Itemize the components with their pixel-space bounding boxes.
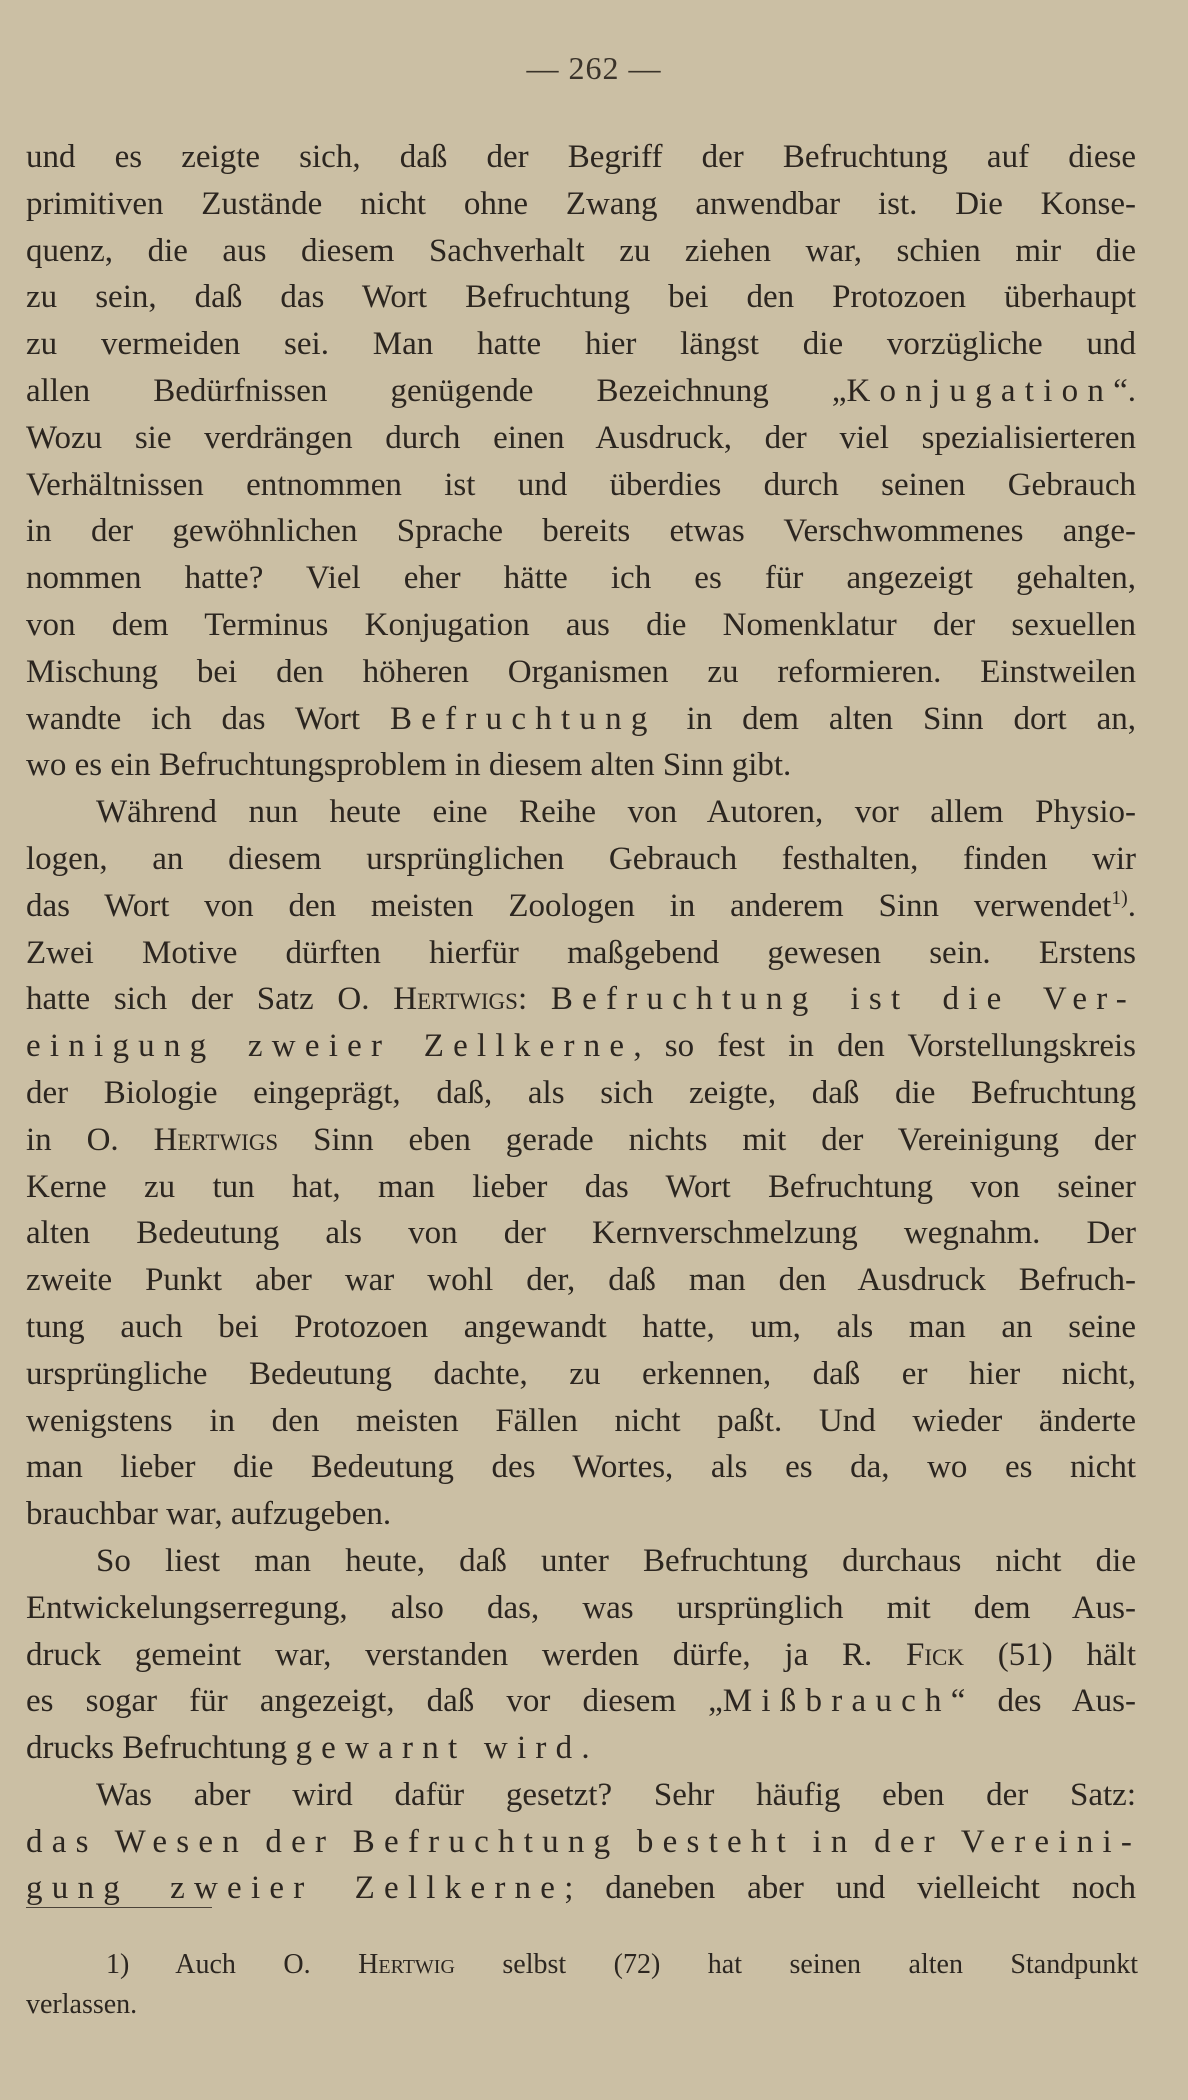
body-text [26,134,1142,1912]
text-line [26,1444,1136,1491]
text-line [26,1164,1136,1211]
emphasized-text: Hertwigs [153,1121,279,1158]
text-run: verlassen. [26,1989,138,2020]
text-line [26,508,1136,555]
text-run: (51) hält [963,1636,1136,1673]
text-run: Wozu sie verdrängen durch einen Ausdruck, der viel spezialisierteren [26,419,1136,456]
emphasized-text: einigung zweier Zellkerne [26,1028,634,1065]
text-run: tung auch bei Protozoen angewandt hatte, um, als man an seine [26,1308,1136,1345]
text-run: Sinn eben gerade nichts mit der Vereinigung der [278,1121,1136,1158]
text-run: . [581,1730,590,1767]
text-line [26,742,1136,789]
text-line [26,1491,1136,1538]
text-run: wandte ich das Wort [26,700,390,737]
text-run: allen Bedürfnissen genügende Bezeichnung „ [26,372,847,409]
text-run: druck gemeint war, verstanden werden dürfe, ja R. [26,1636,907,1673]
text-run: brauchbar war, aufzugeben. [26,1496,392,1533]
text-run: : [517,981,551,1018]
text-line [26,976,1136,1023]
emphasized-text: Mißbrauch [722,1683,951,1720]
text-run: nommen hatte? Viel eher hätte ich es für angezeigt gehalten, [26,560,1136,597]
text-run: Zwei Motive dürften hierfür maßgebend gewesen sein. Erstens [26,934,1136,971]
text-run: drucks Befruchtung [26,1730,296,1767]
emphasized-text: Konjugation [846,372,1114,409]
text-line [26,649,1136,696]
text-run: und es zeigte sich, daß der Begriff der Befruchtung auf diese [26,139,1136,175]
text-run: 1) Auch O. [106,1949,359,1980]
text-line [26,415,1136,462]
text-run: Verhältnissen entnommen ist und überdies durch seinen Gebrauch [26,466,1136,503]
text-run: in dem alten Sinn dort an, [656,700,1136,737]
text-line [26,602,1136,649]
text-line [26,1819,1142,1866]
text-line [26,462,1136,509]
text-run: das Wort von den meisten Zoologen in anderem Sinn verwendet [26,887,1112,924]
text-run: von dem Terminus Konjugation aus die Nomenklatur der sexuellen [26,606,1136,643]
text-line [26,274,1136,321]
text-line [26,1070,1136,1117]
text-run: Kerne zu tun hat, man lieber das Wort Befruchtung von seiner [26,1168,1136,1205]
text-line [26,1398,1136,1445]
footnote [26,1945,1138,2025]
text-run: zu sein, daß das Wort Befruchtung bei den Protozoen überhaupt [26,279,1136,316]
text-run: . [1127,887,1136,924]
text-line [26,134,1136,181]
text-run: “ des Aus- [950,1683,1136,1720]
page-number: — 262 — [526,50,662,86]
text-line [26,1632,1136,1679]
text-line [26,181,1136,228]
text-run: logen, an diesem ursprünglichen Gebrauch festhalten, finden wir [26,840,1136,877]
text-line [26,1210,1136,1257]
emphasized-text: Befruchtung ist die Ver- [550,981,1137,1018]
text-line [26,1678,1136,1725]
text-line [26,1865,1136,1912]
text-line [26,930,1136,977]
emphasized-text: das Wesen der Befruchtung besteht in der Vereini- [26,1823,1142,1860]
text-run: der Biologie eingeprägt, daß, als sich zeigte, daß die Befruchtung [26,1074,1136,1111]
footnote-line [26,1985,1138,2025]
text-run: Was aber wird dafür gesetzt? Sehr häufig eben der Satz: [96,1776,1136,1813]
text-run: ursprüngliche Bedeutung dachte, zu erkennen, daß er hier nicht, [26,1355,1136,1392]
emphasized-text: Hertwigs [393,981,518,1018]
text-run: “. [1113,372,1136,409]
text-line [26,789,1136,836]
text-line [26,836,1136,883]
text-run: zweite Punkt aber war wohl der, daß man den Ausdruck Befruch- [26,1262,1136,1299]
text-run: alten Bedeutung als von der Kernverschmelzung wegnahm. Der [26,1215,1136,1252]
text-run: Während nun heute eine Reihe von Autoren, vor allem Physio- [96,794,1136,831]
text-run: Mischung bei den höheren Organismen zu reformieren. Einstweilen [26,653,1136,690]
emphasized-text: gewarnt wird [295,1730,582,1767]
text-line [26,1023,1136,1070]
text-run: primitiven Zustände nicht ohne Zwang anwendbar ist. Die Konse- [26,185,1136,222]
footnote-divider [26,1907,212,1908]
footnote-line [26,1945,1138,1985]
emphasized-text: gung zweier Zellkerne [26,1870,565,1907]
text-line [26,1772,1136,1819]
text-run: wenigstens in den meisten Fällen nicht paßt. Und wieder änderte [26,1402,1136,1439]
text-line [26,555,1136,602]
text-run: man lieber die Bedeutung des Wortes, als es da, wo es nicht [26,1449,1136,1486]
text-run: in der gewöhnlichen Sprache bereits etwas Verschwommenes ange- [26,513,1136,550]
text-line [26,1117,1136,1164]
text-run: selbst (72) hat seinen alten Standpunkt [454,1949,1138,1980]
text-line [26,1725,1136,1772]
text-run: hatte sich der Satz O. [26,981,394,1018]
text-run: zu vermeiden sei. Man hatte hier längst die vorzügliche und [26,326,1136,363]
text-line [26,368,1136,415]
emphasized-text: Befruchtung [389,700,657,737]
text-run: , so fest in den Vorstellungskreis [633,1028,1136,1065]
text-run: quenz, die aus diesem Sachverhalt zu ziehen war, schien mir die [26,232,1136,269]
text-line [26,1538,1136,1585]
text-run: So liest man heute, daß unter Befruchtung durchaus nicht die [96,1542,1136,1579]
text-run: es sogar für angezeigt, daß vor diesem „ [26,1683,723,1720]
text-line [26,1351,1136,1398]
text-line [26,883,1136,930]
text-run: in O. [26,1121,154,1158]
text-run: ; daneben aber und vielleicht noch [564,1870,1136,1907]
text-line [26,1585,1136,1632]
text-line [26,1257,1136,1304]
text-line [26,228,1136,275]
emphasized-text: Fick [906,1636,964,1673]
text-line [26,1304,1136,1351]
text-line [26,321,1136,368]
emphasized-text: Hertwig [358,1949,455,1980]
footnote-marker[interactable]: 1) [1111,886,1128,909]
text-line [26,696,1136,743]
text-run: Entwickelungserregung, also das, was ursprünglich mit dem Aus- [26,1589,1136,1626]
text-run: wo es ein Befruchtungsproblem in diesem alten Sinn gibt. [26,747,792,784]
